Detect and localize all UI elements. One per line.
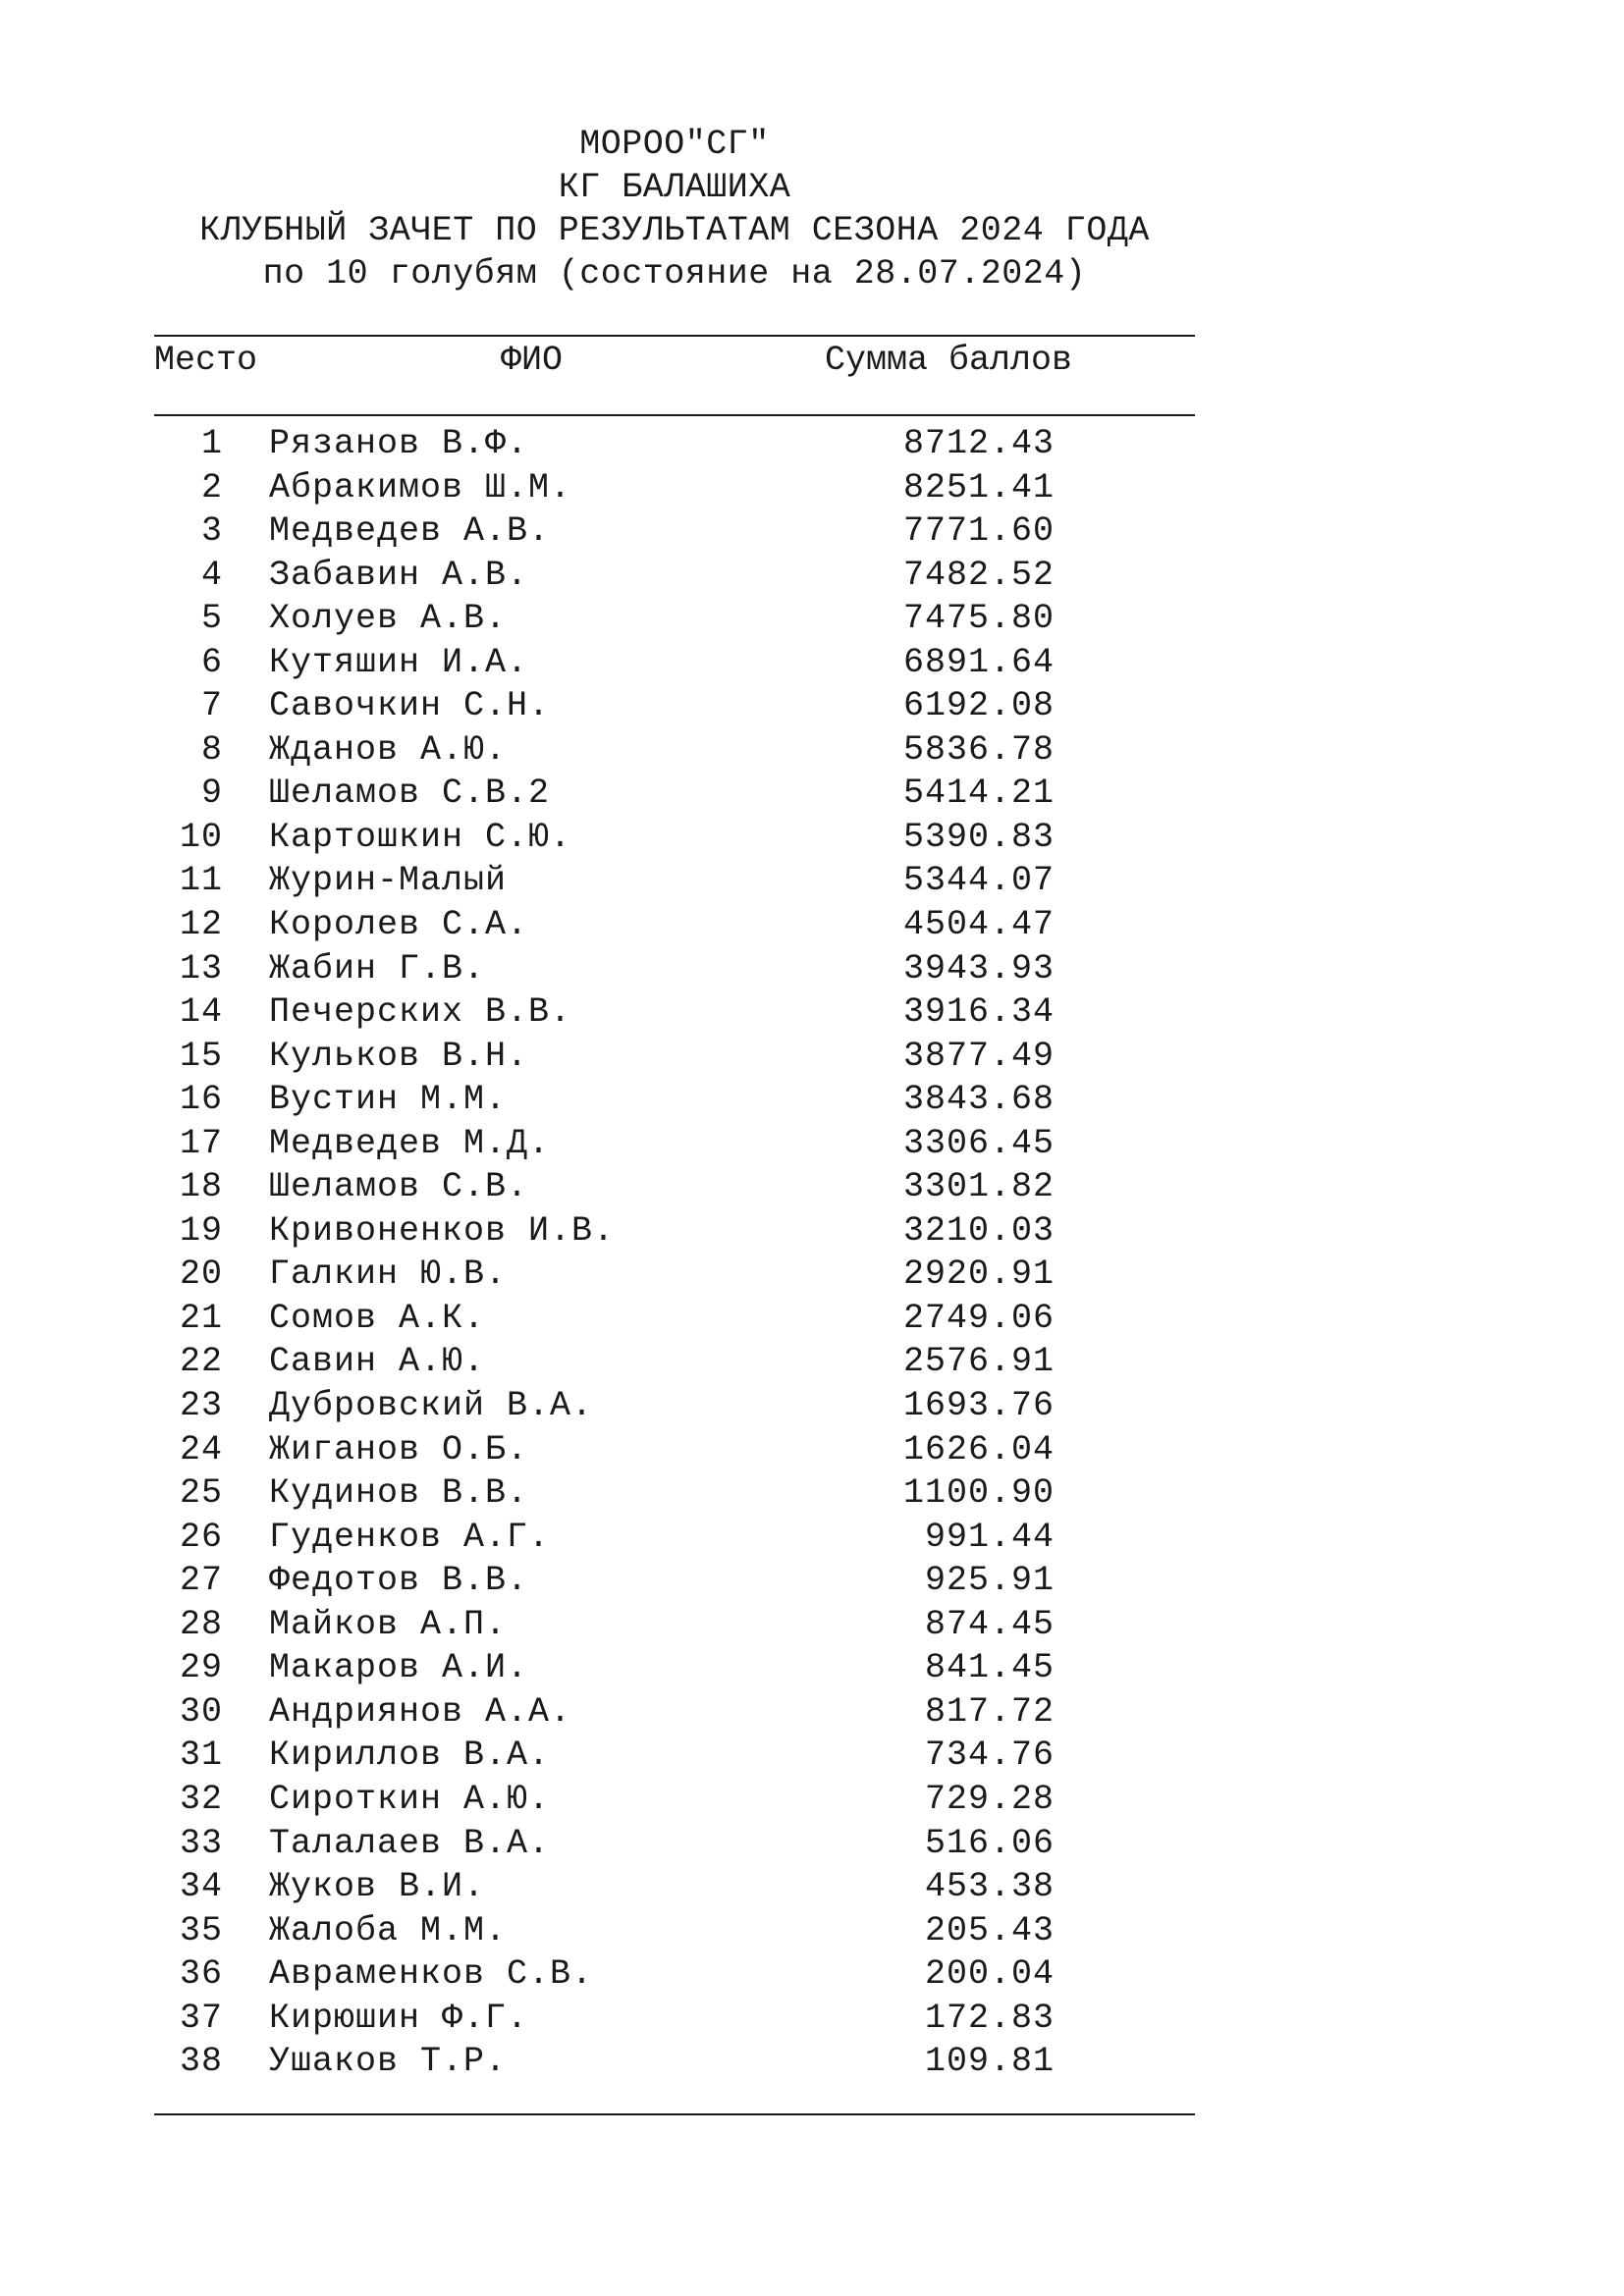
row-name: Картошкин С.Ю.: [269, 817, 572, 857]
table-row: [154, 859, 1195, 903]
table-row: [154, 1952, 1195, 1997]
row-name: Жалоба М.М.: [269, 1910, 508, 1950]
row-place: 26: [179, 1517, 223, 1557]
row-score: 3943.93: [902, 948, 1055, 988]
row-score: 729.28: [924, 1779, 1055, 1819]
table-row: [154, 2040, 1195, 2084]
row-score: 5836.78: [902, 729, 1055, 770]
table-row: [154, 1559, 1195, 1603]
row-name: Рязанов В.Ф.: [269, 424, 529, 463]
row-name: Ушаков Т.Р.: [269, 2042, 508, 2082]
row-score: 1626.04: [902, 1429, 1055, 1469]
row-place: 31: [179, 1735, 223, 1776]
row-name: Медведев А.В.: [269, 511, 551, 552]
row-place: 32: [179, 1779, 223, 1819]
table-row: [154, 1516, 1195, 1560]
table-row: [154, 422, 1195, 466]
header-score: Сумма баллов: [825, 341, 1073, 380]
row-name: Холуев А.В.: [269, 599, 508, 639]
row-name: Медведев М.Д.: [269, 1123, 551, 1163]
row-score: 3843.68: [902, 1080, 1055, 1120]
row-score: 453.38: [924, 1867, 1055, 1907]
table-row: [154, 1778, 1195, 1822]
row-name: Жиганов О.Б.: [269, 1429, 529, 1469]
row-place: 1: [200, 424, 223, 463]
row-place: 34: [179, 1867, 223, 1907]
row-place: 38: [179, 2042, 223, 2082]
row-place: 7: [200, 686, 223, 726]
row-name: Кудинов В.В.: [269, 1473, 529, 1514]
row-score: 5414.21: [902, 774, 1055, 814]
row-place: 9: [200, 774, 223, 814]
row-name: Кирюшин Ф.Г.: [269, 1998, 529, 2038]
row-name: Печерских В.В.: [269, 992, 572, 1033]
row-place: 13: [179, 948, 223, 988]
row-name: Кривоненков И.В.: [269, 1210, 616, 1251]
row-name: Дубровский В.А.: [269, 1386, 594, 1426]
header-name: ФИО: [501, 341, 564, 380]
row-name: Савочкин С.Н.: [269, 686, 551, 726]
row-place: 11: [179, 861, 223, 901]
row-place: 35: [179, 1910, 223, 1950]
header-divider: [154, 414, 1195, 416]
row-name: Сироткин А.Ю.: [269, 1779, 551, 1819]
table-row: [154, 1384, 1195, 1428]
row-name: Вустин М.М.: [269, 1080, 508, 1120]
table-row: [154, 1078, 1195, 1122]
report-title: КЛУБНЫЙ ЗАЧЕТ ПО РЕЗУЛЬТАТАМ СЕЗОНА 2024 ГОДА: [199, 211, 1150, 250]
row-score: 7482.52: [902, 555, 1055, 595]
table-row: [154, 1909, 1195, 1953]
row-place: 10: [179, 817, 223, 857]
table-row: [154, 1865, 1195, 1909]
row-place: 20: [179, 1255, 223, 1295]
row-name: Шеламов С.В.: [269, 1167, 529, 1207]
row-score: 200.04: [924, 1954, 1055, 1995]
header-place: Место: [154, 341, 258, 380]
row-name: Кутяшин И.А.: [269, 642, 529, 682]
table-row: [154, 903, 1195, 947]
row-place: 2: [200, 467, 223, 507]
table-row: [154, 1471, 1195, 1516]
row-score: 3916.34: [902, 992, 1055, 1033]
table-row: [154, 816, 1195, 860]
row-name: Жданов А.Ю.: [269, 729, 508, 770]
table-row: [154, 1165, 1195, 1209]
row-name: Журин-Малый: [269, 861, 508, 901]
row-name: Абракимов Ш.М.: [269, 467, 572, 507]
row-score: 8712.43: [902, 424, 1055, 463]
row-place: 24: [179, 1429, 223, 1469]
table-row: [154, 1209, 1195, 1254]
table-row: [154, 1997, 1195, 2041]
row-score: 5390.83: [902, 817, 1055, 857]
row-name: Федотов В.В.: [269, 1561, 529, 1601]
row-score: 734.76: [924, 1735, 1055, 1776]
report-subtitle: по 10 голубям (состояние на 28.07.2024): [262, 254, 1087, 294]
row-score: 8251.41: [902, 467, 1055, 507]
row-score: 817.72: [924, 1691, 1055, 1732]
row-score: 4504.47: [902, 905, 1055, 945]
row-place: 6: [200, 642, 223, 682]
table-row: [154, 772, 1195, 816]
document-page: [154, 123, 1195, 2115]
row-score: 172.83: [924, 1998, 1055, 2038]
row-place: 14: [179, 992, 223, 1033]
results-table: [154, 422, 1195, 2084]
table-row: [154, 1297, 1195, 1341]
row-score: 109.81: [924, 2042, 1055, 2082]
row-score: 3210.03: [902, 1210, 1055, 1251]
row-place: 33: [179, 1823, 223, 1863]
row-place: 27: [179, 1561, 223, 1601]
row-score: 3877.49: [902, 1036, 1055, 1076]
row-place: 3: [200, 511, 223, 552]
row-place: 15: [179, 1036, 223, 1076]
table-row: [154, 1340, 1195, 1384]
table-header: [154, 337, 1195, 398]
row-place: 18: [179, 1167, 223, 1207]
row-place: 17: [179, 1123, 223, 1163]
table-row: [154, 947, 1195, 991]
row-name: Сомов А.К.: [269, 1298, 486, 1338]
row-score: 925.91: [924, 1561, 1055, 1601]
row-name: Кириллов В.А.: [269, 1735, 551, 1776]
row-name: Жабин Г.В.: [269, 948, 486, 988]
row-score: 6192.08: [902, 686, 1055, 726]
row-score: 6891.64: [902, 642, 1055, 682]
row-place: 37: [179, 1998, 223, 2038]
row-name: Жуков В.И.: [269, 1867, 486, 1907]
table-row: [154, 1603, 1195, 1647]
row-place: 29: [179, 1648, 223, 1688]
table-row: [154, 1035, 1195, 1079]
row-place: 36: [179, 1954, 223, 1995]
row-score: 1100.90: [902, 1473, 1055, 1514]
row-score: 2749.06: [902, 1298, 1055, 1338]
row-score: 5344.07: [902, 861, 1055, 901]
row-place: 19: [179, 1210, 223, 1251]
row-score: 991.44: [924, 1517, 1055, 1557]
table-row: [154, 641, 1195, 685]
table-row: [154, 1253, 1195, 1297]
row-name: Макаров А.И.: [269, 1648, 529, 1688]
row-name: Кульков В.Н.: [269, 1036, 529, 1076]
row-place: 8: [200, 729, 223, 770]
row-place: 5: [200, 599, 223, 639]
row-place: 22: [179, 1342, 223, 1382]
row-name: Авраменков С.В.: [269, 1954, 594, 1995]
row-score: 3306.45: [902, 1123, 1055, 1163]
row-score: 874.45: [924, 1604, 1055, 1644]
row-score: 2920.91: [902, 1255, 1055, 1295]
row-name: Забавин А.В.: [269, 555, 529, 595]
row-score: 841.45: [924, 1648, 1055, 1688]
table-row: [154, 1428, 1195, 1472]
organization-name: МОРОО"СГ": [579, 125, 770, 164]
row-place: 30: [179, 1691, 223, 1732]
row-place: 21: [179, 1298, 223, 1338]
row-name: Талалаев В.А.: [269, 1823, 551, 1863]
table-row: [154, 1734, 1195, 1778]
table-row: [154, 990, 1195, 1035]
row-place: 25: [179, 1473, 223, 1514]
row-name: Андриянов А.А.: [269, 1691, 572, 1732]
row-score: 7475.80: [902, 599, 1055, 639]
club-name: КГ БАЛАШИХА: [558, 168, 791, 207]
row-place: 16: [179, 1080, 223, 1120]
row-score: 7771.60: [902, 511, 1055, 552]
row-score: 205.43: [924, 1910, 1055, 1950]
row-name: Шеламов С.В.2: [269, 774, 551, 814]
table-row: [154, 1646, 1195, 1690]
table-row: [154, 466, 1195, 510]
row-score: 516.06: [924, 1823, 1055, 1863]
row-place: 4: [200, 555, 223, 595]
row-score: 2576.91: [902, 1342, 1055, 1382]
table-row: [154, 509, 1195, 554]
table-row: [154, 1822, 1195, 1866]
table-row: [154, 1690, 1195, 1735]
table-row: [154, 554, 1195, 598]
table-row: [154, 684, 1195, 728]
row-score: 1693.76: [902, 1386, 1055, 1426]
row-name: Майков А.П.: [269, 1604, 508, 1644]
row-name: Савин А.Ю.: [269, 1342, 486, 1382]
row-name: Галкин Ю.В.: [269, 1255, 508, 1295]
row-place: 28: [179, 1604, 223, 1644]
row-place: 12: [179, 905, 223, 945]
table-row: [154, 597, 1195, 641]
table-row: [154, 1122, 1195, 1166]
table-row: [154, 728, 1195, 773]
row-score: 3301.82: [902, 1167, 1055, 1207]
bottom-divider: [154, 2113, 1195, 2115]
row-name: Королев С.А.: [269, 905, 529, 945]
row-place: 23: [179, 1386, 223, 1426]
document-header: [154, 123, 1195, 295]
row-name: Гуденков А.Г.: [269, 1517, 551, 1557]
